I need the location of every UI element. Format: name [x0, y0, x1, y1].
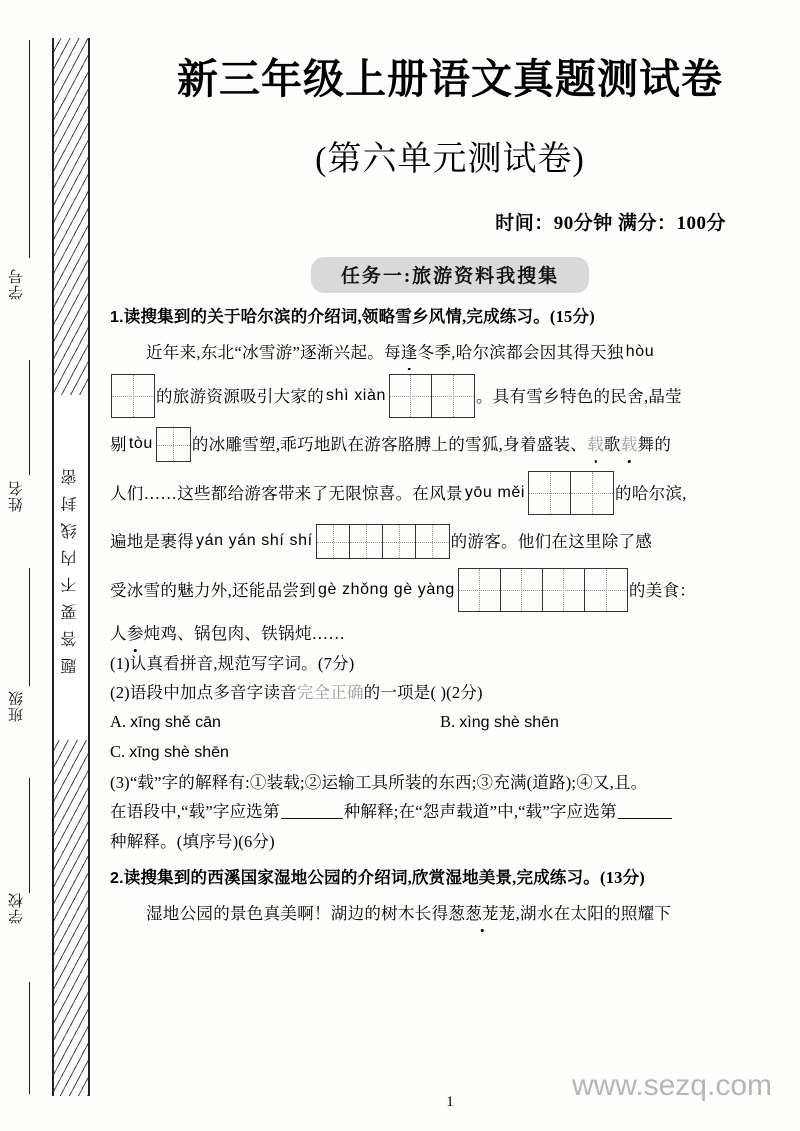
passage-text: ,湖水在太阳的照耀下 [515, 904, 672, 924]
passage-text: 冬季,哈尔滨都会因其得天独 [417, 342, 624, 362]
passage-text: 剔 [110, 435, 127, 455]
passage-text: 舞的 [637, 435, 672, 455]
grid-cell[interactable] [571, 472, 613, 514]
passage-line [110, 374, 772, 418]
question-1-number: 1. [110, 309, 124, 326]
grid-cell[interactable] [317, 525, 350, 558]
pinyin-hint: tòu [128, 435, 153, 453]
choice-a[interactable] [110, 709, 440, 736]
seal-field-labels [6, 40, 42, 1095]
grid-cell[interactable] [529, 472, 571, 514]
pinyin-hint: shì xiàn [326, 386, 386, 404]
passage-text: 。具有雪乡特色的民舍,晶莹 [475, 386, 682, 406]
dotted-char: 逢 [401, 340, 418, 366]
passage-text: 受冰雪的魅力外,还能品尝到 [110, 580, 317, 600]
passage-line [110, 524, 772, 559]
question-block [100, 304, 800, 927]
passage-text: 的美食： [628, 580, 697, 600]
writing-grid-shixian[interactable] [389, 374, 475, 418]
sub-question-emphasis: 完全正确 [296, 683, 364, 703]
dotted-char: 参 [127, 621, 144, 647]
writing-grid-gezhonggeyang[interactable] [458, 568, 628, 612]
grid-cell[interactable] [390, 375, 432, 417]
passage-line [110, 621, 772, 647]
choice-tag: B. [440, 712, 456, 732]
grid-cell[interactable] [585, 569, 627, 611]
seal-label-school: 学校 [9, 892, 25, 924]
dotted-phrase: 葱葱茏茏 [448, 901, 515, 927]
pinyin-hint: hòu [625, 343, 655, 361]
page-number: 1 [446, 1094, 454, 1110]
sub-question-2 [110, 680, 772, 706]
seal-strip [0, 0, 100, 1131]
choice-tag: C. [110, 741, 126, 761]
choice-pinyin: xīng shè shēn [129, 743, 229, 761]
seal-warning-text: 题答要不内线封密 [54, 395, 88, 740]
choice-row-1 [110, 709, 772, 736]
task-banner: 任务一:旅游资料我搜集 [311, 257, 589, 293]
grid-cell[interactable] [459, 569, 501, 611]
task-banner-wrap [100, 257, 800, 293]
passage-text: 的旅游资源吸引大家的 [156, 386, 324, 406]
question-2-stem: 读搜集到的西溪国家湿地公园的介绍词,欣赏湿地美景,完成练习。(13分) [123, 868, 645, 888]
choice-b[interactable] [440, 709, 559, 736]
question-2-number: 2. [110, 870, 124, 888]
writing-grid-tou[interactable] [156, 427, 191, 462]
passage-line [110, 901, 772, 927]
choice-c[interactable] [110, 739, 440, 766]
passage-text: 近年来,东北“冰雪游”逐渐兴起。每 [146, 342, 401, 362]
seal-divider [29, 360, 30, 475]
sub-question-label: (3) [110, 772, 130, 792]
answer-blank-1[interactable] [281, 803, 343, 819]
grid-cell[interactable] [416, 525, 449, 558]
question-1-heading [110, 304, 772, 331]
dotted-char-grey: 载 [587, 432, 604, 458]
choice-tag: A. [110, 712, 127, 732]
sub-question-text: 语段中加点多音字读音 [129, 683, 297, 703]
seal-label-class: 班级 [9, 690, 25, 722]
sub-question-text: “载”字的解释有:①装载;②运输工具所装的东西;③充满(道路);④又,且。 [129, 772, 648, 792]
grid-cell[interactable] [112, 375, 154, 417]
grid-cell[interactable] [157, 428, 190, 461]
choice-row-2 [110, 739, 772, 766]
sub-question-text: 种解释;在“怨声载道”中,“载”字应选第 [343, 802, 617, 822]
main-content [100, 0, 800, 1131]
grid-cell[interactable] [432, 375, 474, 417]
answer-blank-2[interactable] [618, 803, 672, 819]
seal-divider [29, 982, 30, 1094]
writing-grid-yanyanshishi[interactable] [316, 524, 450, 559]
seal-line-right [88, 38, 90, 1096]
sub-question-text: 认真看拼音,规范写字词。(7分) [129, 653, 355, 673]
passage-text: 炖鸡、锅包肉、铁锅炖…… [143, 624, 346, 644]
choice-pinyin: xīng shě cān [130, 714, 221, 732]
passage-text: 湿地公园的景色真美啊！湖边的树木长得 [146, 904, 449, 924]
page-title: 新三年级上册语文真题测试卷 [177, 56, 723, 102]
writing-grid-hou[interactable] [111, 374, 155, 418]
sub-question-text: 的一项是( )(2分) [363, 683, 483, 703]
exam-meta: 时间：90分钟 满分：100分 [495, 213, 726, 234]
seal-divider [29, 778, 30, 893]
passage-text: 的哈尔滨, [615, 483, 687, 503]
choice-pinyin: xìng shè shēn [459, 714, 559, 732]
pinyin-hint: yán yán shí shí [196, 532, 313, 550]
grid-cell[interactable] [383, 525, 416, 558]
sub-question-3-continued [110, 799, 772, 825]
grid-cell[interactable] [543, 569, 585, 611]
seal-divider [29, 40, 30, 258]
passage-line [110, 340, 772, 366]
passage-text: 的游客。他们在这里除了感 [450, 532, 653, 552]
seal-label-student-id: 学号 [9, 268, 25, 300]
sub-question-text: 在语段中,“载”字应选第 [110, 802, 280, 822]
passage-line [110, 427, 772, 462]
grid-cell[interactable] [501, 569, 543, 611]
page-subtitle: (第六单元测试卷) [315, 141, 585, 178]
sub-question-label: (1) [110, 653, 130, 673]
pinyin-hint: gè zhǒng gè yàng [318, 580, 455, 598]
passage-line [110, 568, 772, 612]
grid-cell[interactable] [350, 525, 383, 558]
sub-question-label: (2) [110, 683, 130, 703]
passage-text: 遍地是裹得 [110, 532, 194, 552]
seal-label-name: 姓名 [9, 480, 25, 512]
pinyin-hint: yōu měi [464, 483, 526, 501]
watermark: www.sezq.com [571, 1069, 772, 1102]
sub-question-1 [110, 651, 772, 677]
writing-grid-youmei[interactable] [528, 471, 614, 515]
sub-question-3-tail [110, 829, 772, 855]
passage-text: 歌 [603, 435, 621, 455]
passage-text: 人们……这些都给游客带来了无限惊喜。在风景 [110, 483, 463, 503]
question-1-stem: 读搜集到的关于哈尔滨的介绍词,领略雪乡风情,完成练习。(15分) [123, 307, 595, 326]
passage-line [110, 471, 772, 515]
question-2-heading [110, 865, 772, 892]
passage-text: 的冰雕雪塑,乖巧地趴在游客胳膊上的雪狐,身着盛装、 [191, 435, 588, 455]
passage-text: 人 [110, 624, 127, 644]
dotted-char-grey: 载 [621, 432, 638, 458]
sub-question-text: 种解释。(填序号)(6分) [110, 831, 275, 851]
seal-divider [29, 568, 30, 686]
sub-question-3 [110, 770, 772, 796]
